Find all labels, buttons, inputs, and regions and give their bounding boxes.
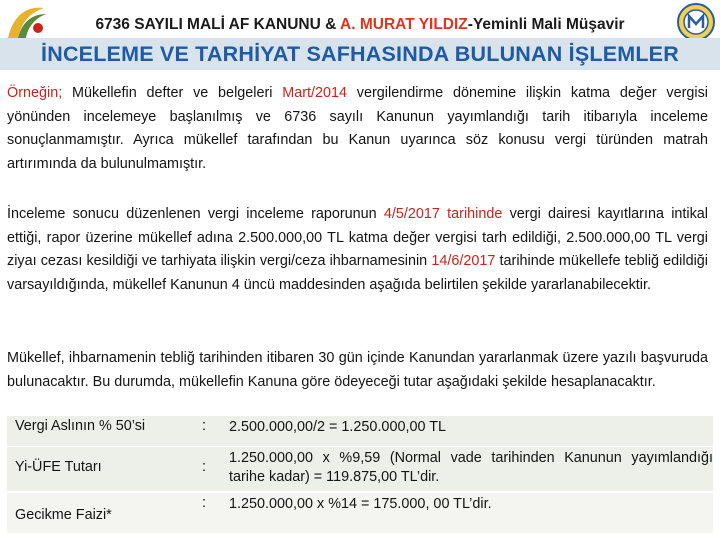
page-title: İNCELEME VE TARHİYAT SAFHASINDA BULUNAN İŞLEMLER bbox=[41, 42, 679, 66]
example-text-b: vergilendirme dönemine ilişkin katma değer vergisi yönünden incelemeye başlanılmış ve 6736 sayılı Kanunun yayımlandığı tarih itibarıyla inceleme sonuçlanmamıştır. Ayrıca mükellef tarafından bu Kanun uyarınca söz konusu vergi türünden matrah artırımında da bulunulmamıştır. bbox=[7, 85, 708, 172]
notice-date: 14/6/2017 bbox=[431, 253, 496, 269]
calc-row-late-interest bbox=[7, 493, 713, 533]
calc-colon: : bbox=[202, 418, 206, 434]
slide-header bbox=[0, 0, 720, 70]
report-date: 4/5/2017 tarihinde bbox=[383, 206, 503, 222]
calc-colon: : bbox=[202, 495, 206, 511]
calc-value: 1.250.000,00 x %9,59 (Normal vade tarihinden Kanunun yayımlandığı tarihe kadar) = 119.875,00 TL’dir. bbox=[229, 450, 713, 485]
report-text-c: tarihinde mükellefe tebliğ edildiği varsayıldığında, mükellef Kanunun 4 üncü maddesinden aşağıda belirtilen şekilde yararlanabilecektir. bbox=[7, 253, 708, 293]
calc-row-ppi-amount bbox=[7, 447, 713, 491]
header-law-name: 6736 SAYILI MALİ AF KANUNU & bbox=[95, 16, 341, 33]
calc-label: Vergi Aslının % 50’si bbox=[15, 418, 146, 434]
header-author-name: A. MURAT YILDIZ bbox=[340, 16, 468, 33]
calc-value: 2.500.000,00/2 = 1.250.000,00 TL bbox=[229, 419, 446, 435]
example-period: Mart/2014 bbox=[282, 85, 348, 101]
application-paragraph: Mükellef, ihbarnamenin tebliğ tarihinden itibaren 30 gün içinde Kanundan yararlanmak üzere yazılı başvuruda bulunacaktır. Bu durumda, mükellefin Kanuna göre ödeyeceği tutar aşağıdaki şekilde hesaplanacaktır. bbox=[7, 350, 708, 390]
example-paragraph bbox=[7, 82, 708, 176]
emblem-icon bbox=[676, 2, 716, 42]
example-text-a: Mükellefin defter ve belgeleri bbox=[62, 85, 283, 101]
report-text-a: İnceleme sonucu düzenlenen vergi inceleme raporunun bbox=[7, 206, 384, 222]
report-text-b: vergi dairesi kayıtlarına intikal ettiği, rapor üzerine mükellef adına 2.500.000,00 TL katma değer vergisi tarh edildiği, 2.500.000,00 TL vergi ziyaı cezası kesildiği ve tarhiyata ilişkin vergi/ceza ihbarnamesinin bbox=[7, 206, 708, 269]
calc-label: Yi-ÜFE Tutarı bbox=[15, 459, 102, 475]
calc-value: 1.250.000,00 x %14 = 175.000, 00 TL’dir. bbox=[229, 496, 492, 512]
header-author-line bbox=[0, 16, 720, 34]
header-author-title: -Yeminli Mali Müşavir bbox=[467, 16, 625, 33]
calc-label: Gecikme Faizi* bbox=[15, 507, 112, 523]
report-paragraph bbox=[7, 203, 708, 297]
example-lead: Örneğin; bbox=[7, 85, 63, 101]
calc-row-tax-half bbox=[7, 416, 713, 446]
calc-colon: : bbox=[202, 459, 206, 475]
